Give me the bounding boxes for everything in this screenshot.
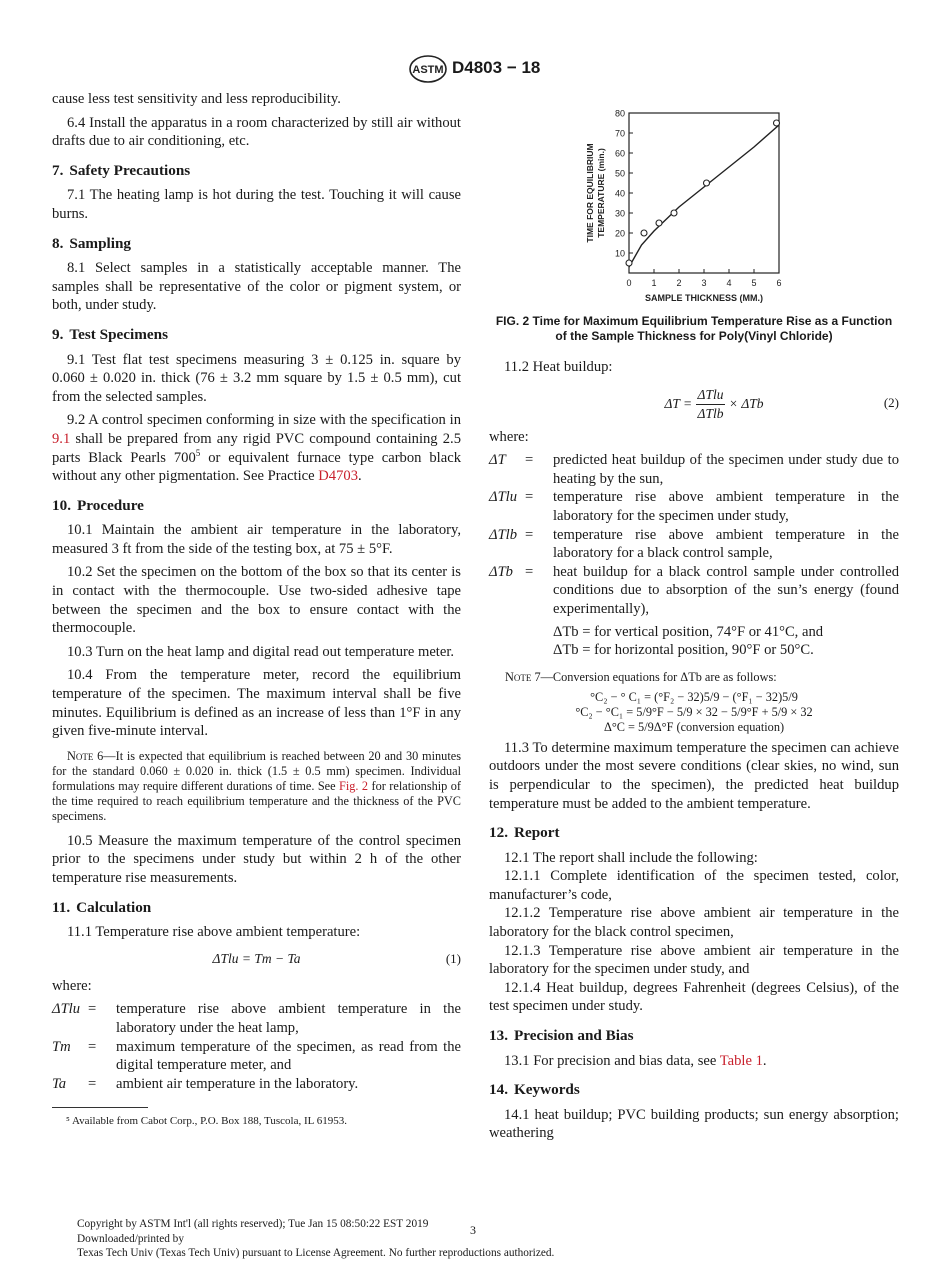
equation-2-fraction: $\frac{\text{ΔTlu}}{\text{ΔTlb}}$ — [697, 386, 724, 422]
x-tick-label: 6 — [776, 278, 782, 288]
x-tick-label: 4 — [726, 278, 732, 288]
note-6: Note 6—It is expected that equilibrium is reached between 20 and 30 minutes for the standard 0.060 ± 0.020 in. thick (1.5 ± 0.5 mm) specimen. Individual formulations may require different durations of time. See Fig. 2 for relationship of the time required to reach equilibrium temperature and the thickness of the PVC specimens. — [52, 748, 462, 823]
definition-item: ΔTlb = temperature rise above ambient temperature in the laboratory for a black control sample, — [489, 526, 899, 562]
footer-line-2: Downloaded/printed by — [77, 1232, 184, 1245]
astm-logo — [408, 54, 448, 84]
fitted-curve — [629, 125, 779, 267]
paragraph-13-1: 13.1 For precision and bias data, see Table 1. — [504, 1052, 767, 1069]
link-fig-2[interactable]: Fig. 2 — [339, 778, 369, 793]
paragraph-10-5: 10.5 Measure the maximum temperature of the control specimen prior to the specimens under study but within 2 h of the other temperature rise measurements. — [52, 832, 461, 886]
section-heading-13: 13. Precision and Bias — [489, 1027, 634, 1045]
equation-2-number: (2) — [883, 394, 899, 410]
y-tick-label: 60 — [614, 148, 625, 159]
paragraph-8-1: 8.1 Select samples in a statistically acceptable manner. The samples shall be representative of the color or pigment system, or both, under study. — [52, 260, 461, 314]
x-tick-label: 5 — [751, 278, 757, 288]
section-heading-12: 12. Report — [489, 824, 560, 842]
equation-1-number: (1) — [445, 950, 461, 966]
section-heading-7: 7. Safety Precautions — [52, 161, 191, 179]
paragraph-9-2: 9.2 A control specimen conforming in size with the specification in 9.1 shall be prepared from any rigid PVC compound containing 2.5 parts Black Pearls $700^5$ or equivalent furnace type carbon black without any other pigmentation. See Practice D4703. — [52, 412, 461, 485]
figure-2-chart — [489, 105, 899, 310]
data-point — [671, 210, 677, 216]
paragraph-11-2: 11.2 Heat buildup: — [504, 359, 613, 375]
definition-extra-horizontal: ΔTb = for horizontal position, 90°F or 50°C. — [553, 642, 814, 659]
equation-2-rhs: × ΔTb — [728, 395, 764, 411]
definitions-list-1 — [52, 1000, 461, 1093]
where-label: where: — [489, 428, 529, 445]
note-7: Note 7—Conversion equations for ΔTb are as follows: — [505, 669, 777, 684]
equation-1 — [52, 947, 461, 971]
x-tick-label: 1 — [651, 278, 657, 288]
paragraph-12-1: 12.1 The report shall include the following: — [504, 849, 758, 866]
equation-2 — [489, 382, 899, 422]
data-point — [656, 220, 662, 226]
paragraph-12-1-4: 12.1.4 Heat buildup, degrees Fahrenheit (degrees Celsius), of the test specimen under study. — [489, 979, 899, 1015]
footer-line-3: Texas Tech Univ (Texas Tech Univ) pursuant to License Agreement. No further reproductions authorized. — [77, 1247, 555, 1260]
data-point — [626, 260, 632, 266]
y-tick-label: 10 — [614, 248, 625, 259]
logo-text: ASTM — [412, 64, 444, 76]
y-tick-label: 70 — [614, 128, 625, 139]
document-number: D4803 − 18 — [452, 58, 541, 77]
section-heading-11: 11. Calculation — [52, 898, 152, 916]
link-section-9-1[interactable]: 9.1 — [52, 430, 71, 447]
paragraph-14-1: 14.1 heat buildup; PVC building products; sun energy absorption; weathering — [489, 1106, 899, 1142]
plot-frame — [629, 113, 779, 273]
paragraph-10-2: 10.2 Set the specimen on the bottom of the box so that its center is in contact with the thermocouple. Use two-sided adhesive tape between the specimen and the box to ensure contact with the thermocouple. — [52, 564, 461, 637]
x-tick-label: 0 — [626, 278, 632, 288]
link-d4703[interactable]: D4703 — [318, 468, 358, 485]
paragraph-7-1: 7.1 The heating lamp is hot during the test. Touching it will cause burns. — [52, 187, 461, 222]
definition-item: ΔTb = heat buildup for a black control sample under controlled conditions due to absorption of the sun’s energy (found experimentally), — [489, 563, 899, 617]
definitions-list-2 — [489, 451, 899, 660]
y-tick-label: 50 — [614, 168, 625, 179]
paragraph-12-1-1: 12.1.1 Complete identification of the specimen tested, color, manufacturer’s code, — [489, 868, 899, 903]
x-tick-label: 3 — [701, 278, 707, 288]
equation-1-body: ΔTlu = Tm − Ta — [212, 950, 301, 966]
paragraph-12-1-2: 12.1.2 Temperature rise above ambient air temperature in the laboratory for the black control specimen, — [489, 905, 899, 941]
figure-caption: FIG. 2 Time for Maximum Equilibrium Temperature Rise as a Function of the Sample Thickness for Poly(Vinyl Chloride) — [495, 314, 893, 343]
x-axis-label: SAMPLE THICKNESS (MM.) — [645, 293, 763, 303]
equation-2-lhs: ΔT = — [664, 395, 693, 411]
definition-item: Tm = maximum temperature of the specimen, as read from the digital temperature meter, and — [52, 1038, 461, 1074]
data-point — [641, 230, 647, 236]
definition-item: ΔTlu = temperature rise above ambient temperature in the laboratory under the heat lamp, — [52, 1001, 461, 1036]
section-heading-14: 14. Keywords — [489, 1081, 580, 1099]
paragraph-6-4: 6.4 Install the apparatus in a room characterized by still air without drafts due to air conditioning, etc. — [52, 114, 461, 150]
footnote-marker: 5 — [195, 447, 201, 458]
y-tick-label: 20 — [614, 228, 625, 239]
copyright-footer — [77, 1217, 554, 1261]
definition-item: Ta = ambient air temperature in the laboratory. — [52, 1075, 359, 1092]
paragraph-11-3: 11.3 To determine maximum temperature the specimen can achieve outdoors under the most severe conditions (clear skies, no wind, sun is perpendicular to the specimen), the predicted heat buildup temperature must be added to the ambient temperature. — [489, 739, 899, 812]
right-column — [489, 105, 899, 1148]
definition-extra-vertical: ΔTb = for vertical position, 74°F or 41°C, and — [553, 623, 824, 640]
section-heading-8: 8. Sampling — [52, 234, 132, 252]
y-tick-label: 40 — [614, 188, 625, 199]
paragraph-continuation: cause less test sensitivity and less reproducibility. — [52, 91, 341, 107]
footnote-5: ⁵ Available from Cabot Corp., P.O. Box 188, Tuscola, IL 61953. — [66, 1115, 347, 1128]
paragraph-10-3: 10.3 Turn on the heat lamp and digital read out temperature meter. — [67, 643, 455, 660]
footnote-divider — [52, 1107, 148, 1108]
paragraph-10-1: 10.1 Maintain the ambient air temperature in the laboratory, measured 3 ft from the side of the testing box, at 75 ± 5°F. — [52, 522, 461, 557]
where-label: where: — [52, 977, 92, 994]
left-column — [52, 90, 461, 1134]
y-axis-label-line-2: TEMPERATURE (min.) — [596, 148, 606, 238]
definition-item: ΔTlu = temperature rise above ambient temperature in the laboratory for the specimen under study, — [489, 489, 899, 524]
paragraph-12-1-3: 12.1.3 Temperature rise above ambient air temperature in the laboratory for the specimen under study, and — [489, 942, 899, 978]
conversion-equation-3: Δ°C = 5/9Δ°F (conversion equation) — [603, 719, 785, 734]
data-point — [704, 180, 710, 186]
footer-line-1: Copyright by ASTM Int'l (all rights reserved); Tue Jan 15 08:50:22 EST 2019 — [77, 1218, 429, 1230]
paragraph-9-1: 9.1 Test flat test specimens measuring 3 ± 0.125 in. square by 0.060 ± 0.020 in. thick (76 ± 3.2 mm square by 1.5 ± 0.5 mm), cut from the selected samples. — [52, 351, 461, 405]
y-axis-label-line-1: TIME FOR EQUILIBRIUM — [585, 143, 595, 243]
section-heading-10: 10. Procedure — [52, 496, 144, 514]
y-tick-label: 80 — [614, 108, 625, 119]
x-tick-label: 2 — [676, 278, 682, 288]
paragraph-10-4: 10.4 From the temperature meter, record the equilibrium temperature of the specimen. The maximum interval shall be five minutes. Equilibrium is defined as an increase of less than 1°F in any given five-minute interval. — [52, 667, 461, 740]
conversion-equation-1: °C₂ − ° C₁ = (°F₂ − 32)5/9 − (°F₁ − 32)5/9 — [590, 689, 798, 704]
definition-item: ΔT = predicted heat buildup of the specimen under study due to heating by the sun, — [489, 452, 899, 487]
paragraph-11-1: 11.1 Temperature rise above ambient temperature: — [67, 924, 361, 941]
y-tick-label: 30 — [614, 208, 625, 219]
data-point — [774, 120, 780, 126]
link-table-1[interactable]: Table 1 — [719, 1052, 763, 1069]
page-number: 3 — [470, 1223, 476, 1237]
conversion-equation-2: °C₂ − °C₁ = 5/9°F − 5/9 × 32 − 5/9°F + 5/9 × 32 — [575, 704, 813, 719]
section-heading-9: 9. Test Specimens — [52, 325, 168, 343]
